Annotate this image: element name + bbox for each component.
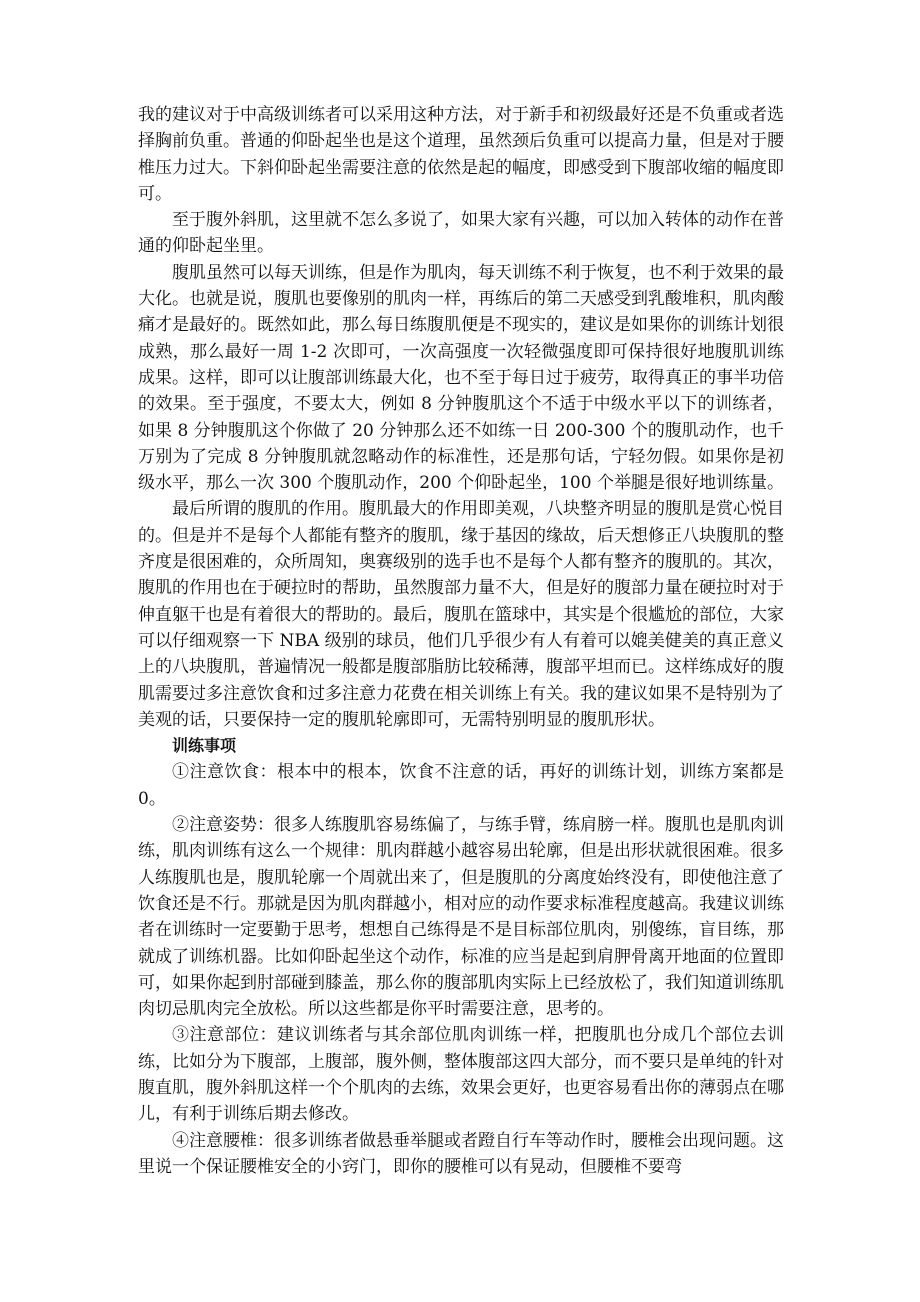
list-item-posture: ②注意姿势：很多人练腹肌容易练偏了，与练手臂，练肩膀一样。腹肌也是肌肉训练，肌肉训练有这么一个规律：肌肉群越小越容易出轮廓，但是出形状就很困难。很多人练腹肌也是，腹肌轮廓一个周就出来了，但是腹肌的分离度始终没有，即使他注意了饮食还是不行。那就是因为肌肉群越小，相对应的动作要求标准程度越高。我建议训练者在训练时一定要勤于思考，想想自己练得是不是目标部位肌肉，别傻练，盲目练，那就成了训练机器。比如仰卧起坐这个动作，标准的应当是起到肩胛骨离开地面的位置即可，如果你起到肘部碰到膝盖，那么你的腹部肌肉实际上已经放松了，我们知道训练肌肉切忌肌肉完全放松。所以这些都是你平时需要注意，思考的。: [138, 815, 784, 1020]
document-page: [138, 102, 784, 1180]
list-item-lumbar: ④注意腰椎：很多训练者做悬垂举腿或者蹬自行车等动作时，腰椎会出现问题。这里说一个保证腰椎安全的小窍门，即你的腰椎可以有晃动，但腰椎不要弯: [138, 1130, 784, 1177]
paragraph-3: 腹肌虽然可以每天训练，但是作为肌肉，每天训练不利于恢复，也不利于效果的最大化。也就是说，腹肌也要像别的肌肉一样，再练后的第二天感受到乳酸堆积，肌肉酸痛才是最好的。既然如此，那么每日练腹肌便是不现实的，建议是如果你的训练计划很成熟，那么最好一周 1-2 次即可，一次高强度一次轻微强度即可保持很好地腹肌训练成果。这样，即可以让腹部训练最大化，也不至于每日过于疲劳，取得真正的事半功倍的效果。至于强度，不要太大，例如 8 分钟腹肌这个不适于中级水平以下的训练者，如果 8 分钟腹肌这个你做了 20 分钟那么还不如练一日 200-300 个的腹肌动作，也千万别为了完成 8 分钟腹肌就忽略动作的标准性，还是那句话，宁轻勿假。如果你是初级水平，那么一次 300 个腹肌动作，200 个仰卧起坐，100 个举腿是很好地训练量。: [138, 262, 784, 494]
list-item-diet: ①注意饮食：根本中的根本，饮食不注意的话，再好的训练计划，训练方案都是 0。: [138, 762, 784, 809]
paragraph-1: 我的建议对于中高级训练者可以采用这种方法，对于新手和初级最好还是不负重或者选择胸前负重。普通的仰卧起坐也是这个道理，虽然颈后负重可以提高力量，但是对于腰椎压力过大。下斜仰卧起坐需要注意的依然是起的幅度，即感受到下腹部收缩的幅度即可。: [138, 105, 784, 204]
paragraph-4: 最后所谓的腹肌的作用。腹肌最大的作用即美观，八块整齐明显的腹肌是赏心悦目的。但是并不是每个人都能有整齐的腹肌，缘于基因的缘故，后天想修正八块腹肌的整齐度是很困难的，众所周知，奥赛级别的选手也不是每个人都有整齐的腹肌的。其次，腹肌的作用也在于硬拉时的帮助，虽然腹部力量不大，但是好的腹部力量在硬拉时对于伸直躯干也是有着很大的帮助的。最后，腹肌在篮球中，其实是个很尴尬的部位，大家可以仔细观察一下 NBA 级别的球员，他们几乎很少有人有着可以媲美健美的真正意义上的八块腹肌，普遍情况一般都是腹部脂肪比较稀薄，腹部平坦而已。这样练成好的腹肌需要过多注意饮食和过多注意力花费在相关训练上有关。我的建议如果不是特别为了美观的话，只要保持一定的腹肌轮廓即可，无需特别明显的腹肌形状。: [138, 499, 784, 730]
section-heading: 训练事项: [172, 736, 237, 756]
paragraph-2: 至于腹外斜肌，这里就不怎么多说了，如果大家有兴趣，可以加入转体的动作在普通的仰卧起坐里。: [138, 210, 784, 257]
list-item-body-parts: ③注意部位：建议训练者与其余部位肌肉训练一样，把腹肌也分成几个部位去训练，比如分为下腹部，上腹部，腹外侧，整体腹部这四大部分，而不要只是单纯的针对腹直肌，腹外斜肌这样一个个肌肉的去练，效果会更好，也更容易看出你的薄弱点在哪儿，有利于训练后期去修改。: [138, 1025, 784, 1125]
